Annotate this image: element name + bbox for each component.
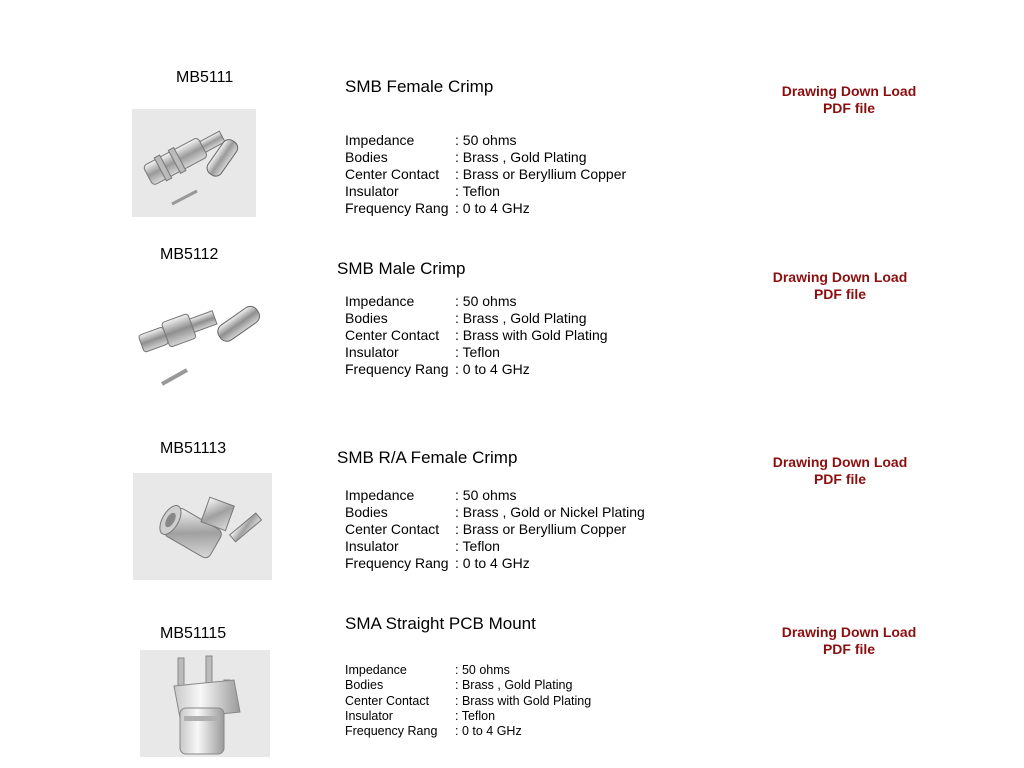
spec-row <box>345 663 591 678</box>
spec-label: Frequency Rang <box>345 724 438 739</box>
link-line: Drawing Down Load <box>772 454 908 470</box>
spec-row <box>345 504 645 521</box>
pdf-download-link[interactable] <box>769 83 929 117</box>
spec-label: Impedance <box>345 132 415 148</box>
link-line: Drawing Down Load <box>772 269 908 285</box>
connector-photo <box>140 650 270 757</box>
spec-value: : Brass , Gold Plating <box>455 149 587 165</box>
spec-label: Insulator <box>345 183 399 199</box>
connector-photo <box>132 280 268 392</box>
spec-label: Center Contact <box>345 327 440 343</box>
spec-row <box>345 149 626 166</box>
spec-list <box>345 487 645 572</box>
connector-photo <box>133 473 272 580</box>
product-title: SMB Male Crimp <box>337 259 466 278</box>
spec-label: Center Contact <box>345 521 440 537</box>
spec-value: : Brass , Gold Plating <box>455 678 573 693</box>
product-code: MB51113 <box>160 440 227 457</box>
link-line: Drawing Down Load <box>781 83 917 99</box>
spec-value: : Brass , Gold Plating <box>455 310 587 326</box>
product-code: MB5111 <box>176 69 234 86</box>
spec-value: : Brass with Gold Plating <box>455 693 592 708</box>
spec-row <box>345 724 591 739</box>
link-line: PDF file <box>813 471 867 487</box>
connector-photo <box>132 109 256 217</box>
spec-row <box>345 293 608 310</box>
spec-label: Frequency Rang <box>345 200 449 216</box>
spec-value: : Teflon <box>455 344 500 360</box>
spec-label: Bodies <box>345 310 388 326</box>
product-title: SMB Female Crimp <box>345 77 494 96</box>
spec-value: : 0 to 4 GHz <box>455 724 522 739</box>
spec-row <box>345 344 608 361</box>
spec-value: : Brass or Beryllium Copper <box>455 166 627 182</box>
spec-value: : 50 ohms <box>455 487 517 503</box>
spec-label: Bodies <box>345 504 388 520</box>
link-line: Drawing Down Load <box>781 624 917 640</box>
spec-row <box>345 709 591 724</box>
spec-label: Frequency Rang <box>345 361 449 377</box>
spec-row <box>345 361 608 378</box>
spec-label: Frequency Rang <box>345 555 449 571</box>
spec-list <box>345 663 591 739</box>
spec-row <box>345 200 626 217</box>
pdf-download-link[interactable] <box>760 269 920 303</box>
product-code: MB51115 <box>160 625 227 642</box>
spec-row <box>345 132 626 149</box>
spec-label: Impedance <box>345 487 415 503</box>
spec-value: : Teflon <box>455 183 500 199</box>
spec-value: : 50 ohms <box>455 663 510 677</box>
product-code: MB5112 <box>160 246 219 263</box>
spec-row <box>345 538 645 555</box>
spec-row <box>345 327 608 344</box>
link-line: PDF file <box>822 641 876 657</box>
spec-label: Center Contact <box>345 693 430 708</box>
spec-list <box>345 132 626 217</box>
spec-row <box>345 694 591 709</box>
spec-value: : Teflon <box>455 538 500 554</box>
spec-value: : 0 to 4 GHz <box>455 555 530 571</box>
spec-label: Insulator <box>345 708 393 723</box>
spec-label: Insulator <box>345 344 399 360</box>
spec-row <box>345 310 608 327</box>
spec-value: : 50 ohms <box>455 132 517 148</box>
spec-label: Bodies <box>345 678 384 693</box>
product-title: SMB R/A Female Crimp <box>337 448 518 467</box>
spec-value: : 0 to 4 GHz <box>455 361 530 377</box>
pdf-download-link[interactable] <box>769 624 929 658</box>
spec-label: Impedance <box>345 663 407 677</box>
spec-value: : 0 to 4 GHz <box>455 200 530 216</box>
spec-row <box>345 183 626 200</box>
spec-value: : Brass with Gold Plating <box>455 327 608 343</box>
spec-row <box>345 555 645 572</box>
product-title: SMA Straight PCB Mount <box>345 614 536 633</box>
spec-label: Bodies <box>345 149 388 165</box>
spec-row <box>345 678 591 693</box>
spec-value: : Brass or Beryllium Copper <box>455 521 627 537</box>
pdf-download-link[interactable] <box>760 454 920 488</box>
spec-value: : Brass , Gold or Nickel Plating <box>455 504 645 520</box>
spec-label: Center Contact <box>345 166 440 182</box>
spec-label: Insulator <box>345 538 399 554</box>
spec-row <box>345 166 626 183</box>
spec-list <box>345 293 608 378</box>
spec-value: : Teflon <box>455 708 496 723</box>
spec-row <box>345 521 645 538</box>
spec-label: Impedance <box>345 293 415 309</box>
link-line: PDF file <box>822 100 876 116</box>
spec-row <box>345 487 645 504</box>
spec-value: : 50 ohms <box>455 293 517 309</box>
link-line: PDF file <box>813 286 867 302</box>
